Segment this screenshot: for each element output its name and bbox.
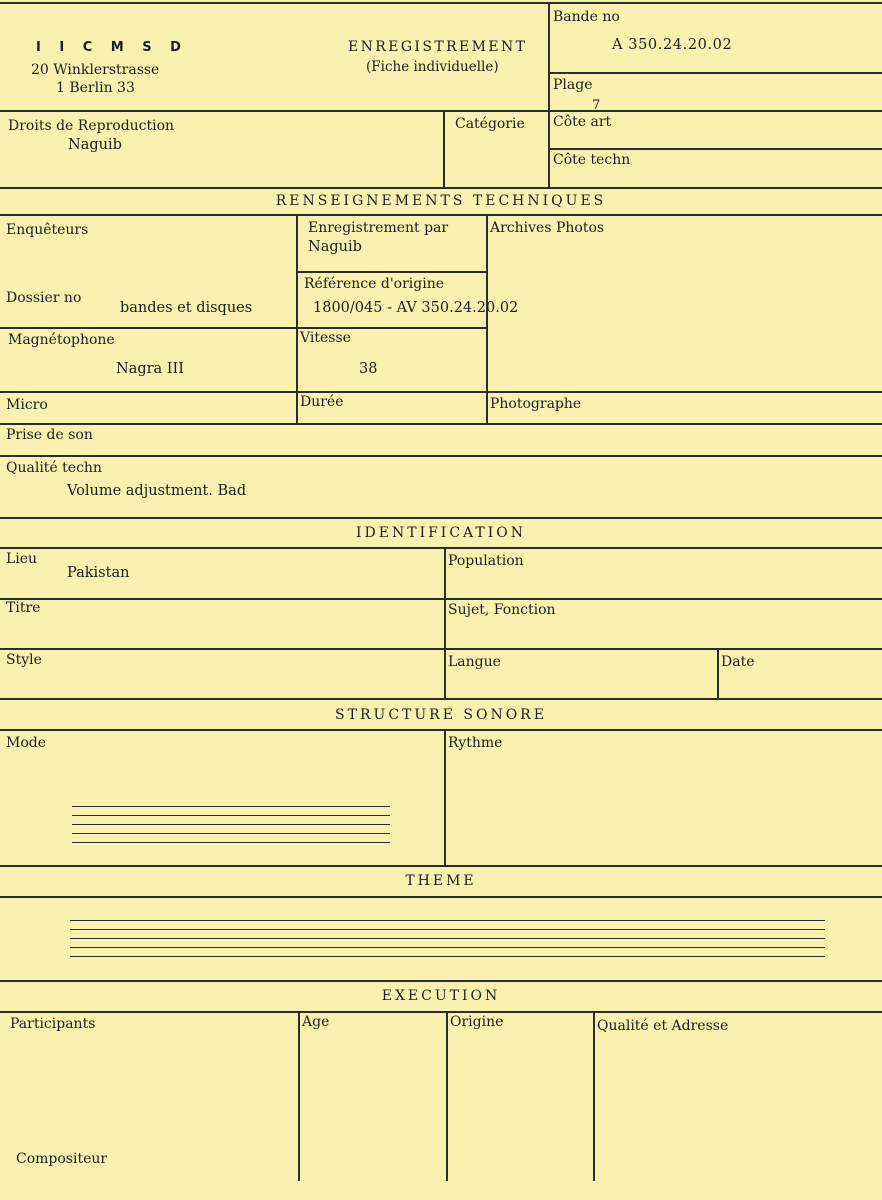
theme-staff-line	[70, 920, 825, 921]
rule-struct-top	[0, 698, 882, 700]
rule-exec-v2	[446, 1011, 448, 1181]
categorie-label: Catégorie	[455, 116, 525, 132]
dossier-value: bandes et disques	[120, 300, 253, 316]
theme-staff-line	[70, 929, 825, 930]
sujet-fonction-label: Sujet, Fonction	[448, 602, 556, 618]
rule-header-v1	[548, 2, 550, 188]
rule-theme-title	[0, 896, 882, 898]
section-title-technical: RENSEIGNEMENTS TECHNIQUES	[275, 193, 607, 209]
prise-de-son-label: Prise de son	[6, 427, 93, 443]
qualite-techn-value: Volume adjustment. Bad	[67, 483, 247, 499]
mode-staff-line	[72, 806, 390, 807]
population-label: Population	[448, 553, 524, 569]
cote-techn-label: Côte techn	[553, 152, 631, 168]
theme-staff-line	[70, 947, 825, 948]
rule-tech-top	[0, 187, 882, 189]
bande-value: A 350.24.20.02	[612, 37, 733, 53]
duree-label: Durée	[300, 394, 344, 410]
rule-tech-r3	[0, 391, 882, 393]
mode-staff-line	[72, 815, 390, 816]
address-line-2: 1 Berlin 33	[56, 80, 135, 96]
dossier-label: Dossier no	[6, 290, 82, 306]
rule-categorie-v	[443, 110, 445, 188]
card-title: ENREGISTREMENT	[348, 39, 528, 55]
card-subtitle: (Fiche individuelle)	[366, 59, 499, 75]
rule-cote	[548, 148, 882, 150]
rule-ident-r2	[0, 648, 882, 650]
rule-ident-r1	[0, 598, 882, 600]
mode-staff-line	[72, 824, 390, 825]
org-name: I I C M S D	[36, 40, 188, 55]
rule-tech-r2	[0, 327, 486, 329]
rule-theme-top	[0, 865, 882, 867]
rule-exec-v3	[593, 1011, 595, 1181]
rule-bande	[548, 72, 882, 74]
rule-tech-r1	[296, 271, 486, 273]
bande-label: Bande no	[553, 9, 620, 25]
langue-label: Langue	[448, 654, 501, 670]
mode-label: Mode	[6, 735, 47, 751]
section-title-execution: EXECUTION	[381, 988, 501, 1004]
theme-staff-line	[70, 938, 825, 939]
rule-struct-v	[444, 729, 446, 865]
reference-label: Référence d'origine	[304, 276, 445, 292]
date-label: Date	[721, 654, 755, 670]
qualite-adresse-label: Qualité et Adresse	[597, 1018, 729, 1034]
lieu-value: Pakistan	[67, 565, 130, 581]
cote-art-label: Côte art	[553, 114, 612, 130]
reference-value: 1800/045 - AV 350.24.20.02	[313, 300, 519, 316]
section-title-structure: STRUCTURE SONORE	[335, 707, 547, 723]
photographe-label: Photographe	[490, 396, 582, 412]
theme-staff-line	[70, 956, 825, 957]
address-line-1: 20 Winklerstrasse	[31, 62, 160, 78]
rule-tech-title	[0, 214, 882, 216]
section-title-theme: THEME	[405, 873, 477, 889]
compositeur-label: Compositeur	[16, 1151, 108, 1167]
archives-photos-label: Archives Photos	[490, 220, 605, 236]
rule-tech-r5	[0, 455, 882, 457]
rule-ident-title	[0, 547, 882, 549]
rule-header-bottom	[0, 110, 882, 112]
magnetophone-value: Nagra III	[116, 361, 184, 377]
rule-top	[0, 2, 882, 4]
plage-label: Plage	[553, 77, 593, 93]
rythme-label: Rythme	[448, 735, 503, 751]
participants-label: Participants	[10, 1016, 96, 1032]
magnetophone-label: Magnétophone	[8, 332, 115, 348]
vitesse-value: 38	[359, 361, 378, 377]
origine-label: Origine	[450, 1014, 504, 1030]
lieu-label: Lieu	[6, 551, 38, 567]
enregistrement-par-value: Naguib	[308, 239, 362, 255]
rule-ident-top	[0, 517, 882, 519]
enqueteurs-label: Enquêteurs	[6, 222, 89, 238]
enregistrement-par-label: Enregistrement par	[308, 220, 449, 236]
style-label: Style	[6, 652, 42, 668]
vitesse-label: Vitesse	[300, 330, 351, 346]
rule-tech-r4	[0, 423, 882, 425]
rule-exec-top	[0, 980, 882, 982]
qualite-techn-label: Qualité techn	[6, 460, 102, 476]
droits-label: Droits de Reproduction	[8, 118, 175, 134]
rule-date-v	[717, 648, 719, 698]
rule-exec-title	[0, 1011, 882, 1013]
age-label: Age	[302, 1014, 330, 1030]
rule-ident-v	[444, 547, 446, 698]
titre-label: Titre	[6, 600, 41, 616]
rule-struct-title	[0, 729, 882, 731]
mode-staff-line	[72, 833, 390, 834]
mode-staff-line	[72, 842, 390, 843]
section-title-identification: IDENTIFICATION	[356, 525, 526, 541]
plage-value: 7	[592, 98, 601, 113]
droits-value: Naguib	[68, 137, 122, 153]
rule-exec-v1	[298, 1011, 300, 1181]
micro-label: Micro	[6, 397, 48, 413]
